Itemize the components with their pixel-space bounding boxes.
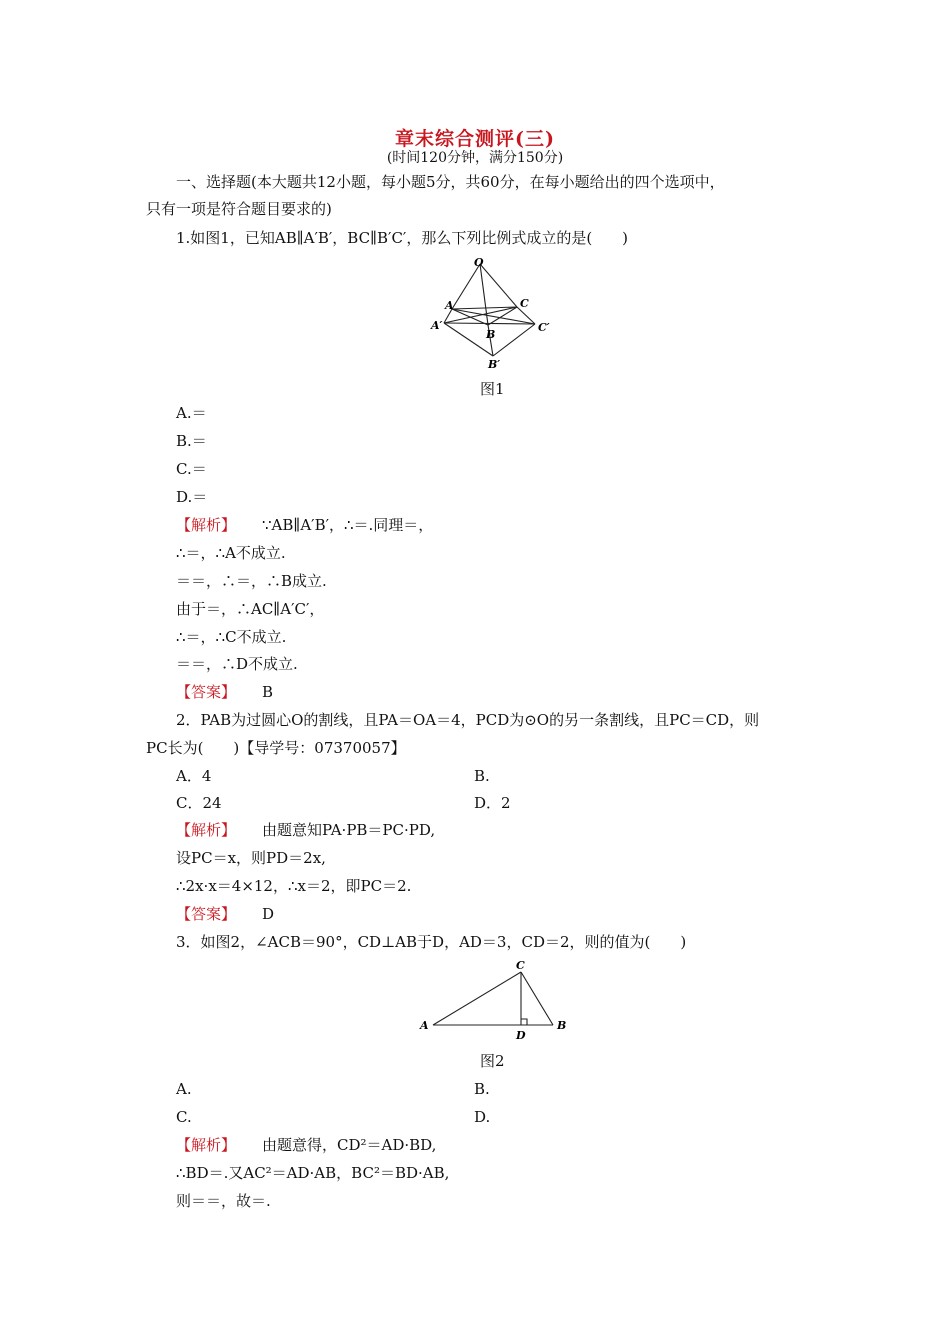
fig2-label-A: A xyxy=(420,1019,429,1032)
fig1-line-A1C1 xyxy=(444,323,535,324)
q2-answer: D xyxy=(262,905,275,923)
fig1-label-A1: A′ xyxy=(431,319,443,332)
q1-analysis-line4: 由于＝，∴AC∥A′C′， xyxy=(176,600,325,618)
q2-analysis-line3: ∴2x·x＝4×12，∴x＝2，即PC＝2. xyxy=(176,877,412,895)
q1-analysis-line3: ＝＝，∴＝，∴B成立. xyxy=(176,572,327,590)
q3-stem: 3．如图2，∠ACB＝90°，CD⊥AB于D，AD＝3，CD＝2，则的值为( ) xyxy=(176,933,687,951)
fig2-label-D: D xyxy=(516,1029,526,1042)
q2-option-b: B. xyxy=(474,767,490,785)
fig2-line-AC xyxy=(433,972,521,1025)
q1-analysis-line6: ＝＝，∴D不成立. xyxy=(176,655,298,673)
fig1-label-O: O xyxy=(474,256,484,269)
q3-analysis-line3: 则＝＝，故＝. xyxy=(176,1192,271,1210)
q2-stem-line1: 2．PAB为过圆心O的割线，且PA＝OA＝4，PCD为⊙O的另一条割线，且PC＝CD，则 xyxy=(176,711,760,729)
figure-1 xyxy=(425,252,565,372)
q1-answer: B xyxy=(262,683,274,701)
section-heading-line1: 一、选择题(本大题共12小题，每小题5分，共60分，在每小题给出的四个选项中， xyxy=(176,173,725,191)
q1-option-d: D.＝ xyxy=(176,488,208,506)
q3-option-b: B. xyxy=(474,1080,490,1098)
fig1-line-OC xyxy=(480,264,517,307)
q2-analysis-tag: 【解析】 xyxy=(176,821,237,839)
q2-option-a: A．4 xyxy=(176,767,212,785)
q3-option-a: A. xyxy=(176,1080,192,1098)
fig1-label-C1: C′ xyxy=(538,321,550,334)
fig1-line-OB xyxy=(480,264,488,325)
q1-option-b: B.＝ xyxy=(176,432,207,450)
page-title: 章末综合测评(三) xyxy=(395,128,555,150)
q3-option-d: D. xyxy=(474,1108,491,1126)
q1-analysis-line5: ∴＝，∴C不成立. xyxy=(176,628,287,646)
q3-analysis-tag: 【解析】 xyxy=(176,1136,237,1154)
q1-analysis-tag: 【解析】 xyxy=(176,516,237,534)
q2-answer-tag: 【答案】 xyxy=(176,905,237,923)
fig1-label-A: A xyxy=(445,299,454,312)
q1-analysis-line1: ∵AB∥A′B′，∴＝.同理＝， xyxy=(262,516,434,534)
fig1-label-B1: B′ xyxy=(488,358,501,371)
fig1-label-C: C xyxy=(520,297,529,310)
q2-option-c: C．24 xyxy=(176,794,222,812)
q1-option-a: A.＝ xyxy=(176,404,207,422)
fig2-label-C: C xyxy=(516,959,525,972)
q3-option-c: C. xyxy=(176,1108,192,1126)
fig1-line-OA xyxy=(452,264,480,309)
q2-analysis-line1: 由题意知PA·PB＝PC·PD, xyxy=(262,821,436,839)
fig2-right-angle-mark xyxy=(521,1019,527,1025)
figure-1-caption: 图1 xyxy=(480,380,505,398)
q1-answer-tag: 【答案】 xyxy=(176,683,237,701)
page-subtitle: (时间120分钟，满分150分) xyxy=(386,150,564,166)
fig1-label-B: B xyxy=(486,328,496,341)
q3-analysis-line2: ∴BD＝.又AC²＝AD·AB，BC²＝BD·AB, xyxy=(176,1164,450,1182)
fig2-label-B: B xyxy=(557,1019,567,1032)
q1-analysis-line2: ∴＝，∴A不成立. xyxy=(176,544,286,562)
q3-analysis-line1: 由题意得，CD²＝AD·BD, xyxy=(262,1136,437,1154)
fig1-line-C1B1 xyxy=(493,324,535,356)
figure-2 xyxy=(415,955,575,1043)
q2-analysis-line2: 设PC＝x，则PD＝2x, xyxy=(176,849,326,867)
q2-stem-line2: PC长为( )【导学号：07370057】 xyxy=(146,739,406,757)
q1-option-c: C.＝ xyxy=(176,460,207,478)
fig2-line-CB xyxy=(521,972,553,1025)
figure-2-caption: 图2 xyxy=(480,1052,505,1070)
section-heading-line2: 只有一项是符合题目要求的) xyxy=(146,200,332,218)
q1-stem: 1.如图1，已知AB∥A′B′，BC∥B′C′，那么下列比例式成立的是( ) xyxy=(176,229,629,247)
q2-option-d: D．2 xyxy=(474,794,511,812)
